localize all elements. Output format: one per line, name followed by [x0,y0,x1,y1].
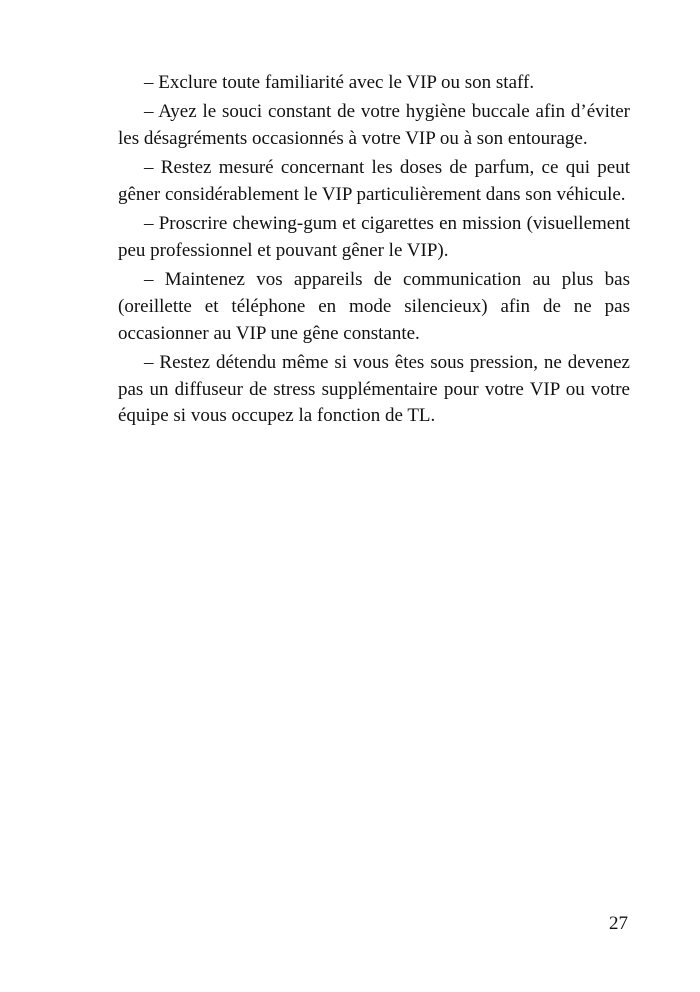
paragraph-perfume: – Restez mesuré concernant les doses de parfum, ce qui peut gêner considérablement le VIP particulièrement dans son véhicule. [118,157,630,205]
paragraph-stay-relaxed: – Restez détendu même si vous êtes sous pression, ne devenez pas un diffuseur de stress supplémentaire pour votre VIP ou votre équipe si vous occupez la fonction de TL. [118,351,630,427]
paragraph-chewing-gum-cigarettes: – Proscrire chewing-gum et cigarettes en mission (visuellement peu professionnel et pouvant gêner le VIP). [118,213,630,261]
page-number: 27 [609,913,628,934]
body-text [118,70,630,433]
paragraph-oral-hygiene: – Ayez le souci constant de votre hygiène buccale afin d’éviter les désagréments occasionnés à votre VIP ou à son entourage. [118,101,630,149]
paragraph-communication-devices: – Maintenez vos appareils de communication au plus bas (oreillette et téléphone en mode silencieux) afin de ne pas occasionner au VIP une gêne constante. [118,269,630,344]
paragraph-familiarity: – Exclure toute familiarité avec le VIP ou son staff. [144,72,535,93]
